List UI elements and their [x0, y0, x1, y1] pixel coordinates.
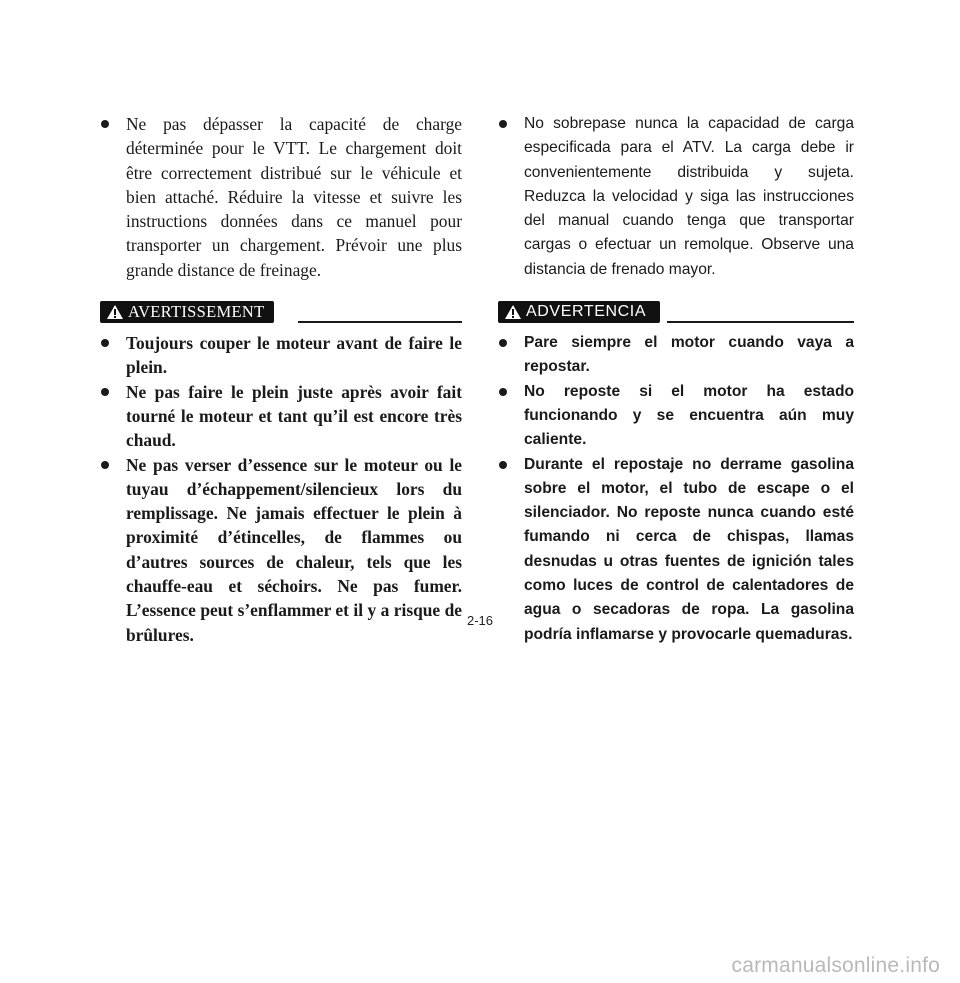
- intro-bullet-text: No sobrepase nunca la capacidad de carga especificada para el ATV. La carga debe ir convenientemente distribuida y sujeta. Reduzca la velocidad y siga las instrucciones del manual cuando tenga que transportar cargas o efectuar un remolque. Observe una distancia de frenado mayor.: [524, 115, 854, 278]
- warning-item: [498, 380, 854, 453]
- bullet-dot-icon: [101, 388, 109, 396]
- warning-title: AVERTISSEMENT: [128, 301, 265, 321]
- warning-item: [498, 331, 854, 380]
- warning-list-fr: [100, 331, 462, 647]
- bullet-dot-icon: [101, 461, 109, 469]
- bullet-dot-icon: [101, 120, 109, 128]
- warning-item-text: Ne pas verser d’essence sur le moteur ou le tuyau d’échappement/silencieux lors du remplissage. Ne jamais effectuer le plein à proximité d’étincelles, de flammes ou d’autres sources de chaleur, tels que les chauffe-eau et séchoirs. Ne pas fumer. L’essence peut s’enflammer et il y a risque de brûlures.: [126, 454, 462, 645]
- warning-header-es: [498, 301, 854, 325]
- warning-title: ADVERTENCIA: [526, 302, 647, 320]
- warning-item: [100, 331, 462, 380]
- bullet-dot-icon: [101, 339, 109, 347]
- warning-item-text: Durante el repostaje no derrame gasolina sobre el motor, el tubo de escape o el silenciador. No reposte nunca cuando esté fumando ni cerca de chispas, llamas desnudas u otras fuentes de ignición tales como luces de control de calentadores de agua o secadoras de ropa. La gasolina podría inflamarse y provocarle quemaduras.: [524, 455, 854, 643]
- intro-bullet-text: Ne pas dépasser la capacité de charge déterminée pour le VTT. Le chargement doit être correctement distribué sur le véhicule et bien attaché. Réduire la vitesse et suivre les instructions données dans ce manuel pour transporter un chargement. Prévoir une plus grande distance de freinage.: [126, 114, 462, 280]
- bullet-dot-icon: [499, 388, 507, 396]
- spanish-column: [498, 112, 854, 647]
- warning-item-text: No reposte si el motor ha estado funcionando y se encuentra aún muy caliente.: [524, 382, 854, 449]
- french-column: [100, 112, 462, 647]
- intro-bullet-fr: [100, 112, 462, 282]
- warning-item-text: Toujours couper le moteur avant de faire le plein.: [126, 333, 462, 378]
- warning-rule: [667, 321, 854, 323]
- page-number: 2-16: [466, 613, 494, 628]
- warning-header-fr: [100, 301, 462, 325]
- warning-triangle-icon: [504, 304, 522, 320]
- warning-badge: [100, 301, 274, 323]
- watermark: carmanualsonline.info: [731, 954, 940, 977]
- warning-triangle-icon: [106, 304, 124, 320]
- warning-item: [100, 380, 462, 453]
- warning-item-text: Ne pas faire le plein juste après avoir fait tourné le moteur et tant qu’il est encore très chaud.: [126, 381, 462, 451]
- warning-list-es: [498, 331, 854, 647]
- bullet-dot-icon: [499, 461, 507, 469]
- warning-rule: [298, 321, 462, 323]
- bullet-dot-icon: [499, 120, 507, 128]
- intro-bullet-es: [498, 112, 854, 282]
- bullet-dot-icon: [499, 339, 507, 347]
- warning-badge: [498, 301, 660, 323]
- warning-item-text: Pare siempre el motor cuando vaya a repostar.: [524, 334, 854, 376]
